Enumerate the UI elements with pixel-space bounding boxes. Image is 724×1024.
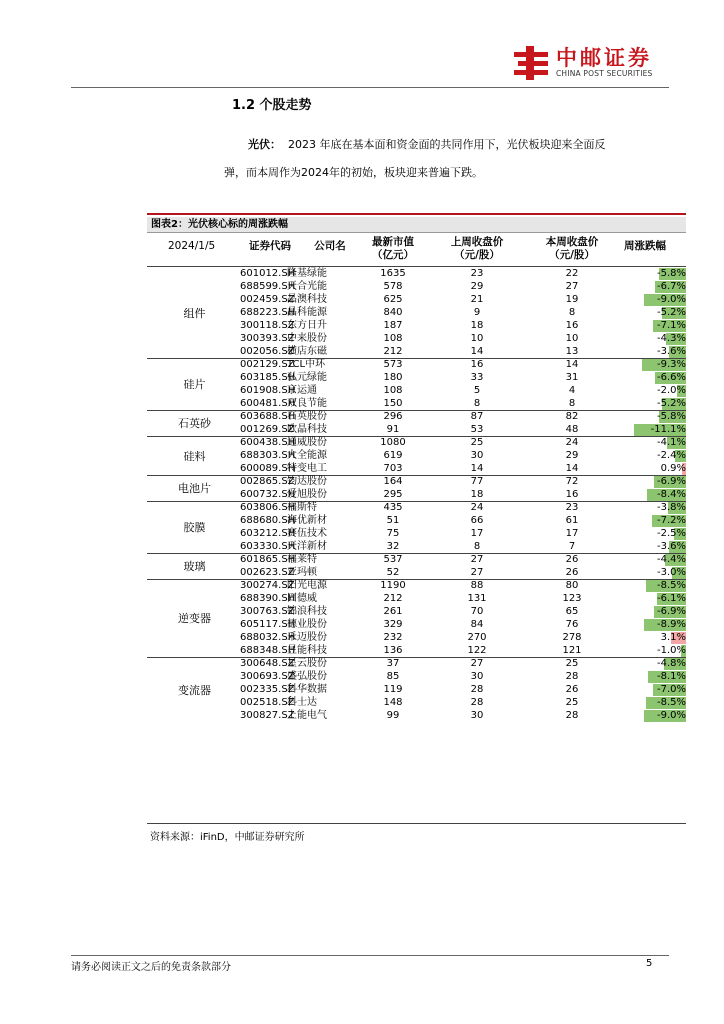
header-rule — [71, 87, 669, 88]
cell-last-close: 30 — [470, 671, 484, 682]
cell-code: 603688.SH — [240, 411, 296, 422]
cell-code: 601908.SH — [240, 385, 296, 396]
cell-this-close: 26 — [565, 684, 579, 695]
table-title-rule — [147, 232, 686, 233]
cell-market-cap: 187 — [383, 320, 403, 331]
cell-code: 688390.SH — [240, 593, 296, 604]
cell-market-cap: 108 — [383, 385, 403, 396]
cell-last-close: 27 — [470, 658, 484, 669]
cell-code: 601012.SH — [240, 268, 296, 279]
table-row — [147, 579, 686, 592]
table-row — [147, 501, 686, 514]
cell-market-cap: 703 — [383, 463, 403, 474]
cell-code: 688680.SH — [240, 515, 296, 526]
cell-last-close: 8 — [473, 541, 481, 552]
cell-company: 横店东磁 — [287, 346, 327, 357]
cell-company: 隆基绿能 — [287, 268, 327, 279]
cell-change: -8.9% — [656, 619, 686, 630]
cell-company: 德业股份 — [287, 619, 327, 630]
table-row — [147, 657, 686, 670]
cell-this-close: 7 — [568, 541, 576, 552]
cell-last-close: 21 — [470, 294, 484, 305]
cell-last-close: 53 — [470, 424, 484, 435]
cell-last-close: 10 — [470, 333, 484, 344]
cell-market-cap: 136 — [383, 645, 403, 656]
cell-this-close: 19 — [565, 294, 579, 305]
cell-last-close: 27 — [470, 554, 484, 565]
cell-market-cap: 85 — [386, 671, 400, 682]
cell-company: 大全能源 — [287, 450, 327, 461]
group-label: 变流器 — [178, 683, 211, 697]
cell-market-cap: 51 — [386, 515, 400, 526]
cell-last-close: 87 — [470, 411, 484, 422]
cell-code: 600089.SH — [240, 463, 296, 474]
cell-code: 603185.SH — [240, 372, 296, 383]
cell-change: -1.0% — [656, 645, 686, 656]
table-row — [147, 358, 686, 371]
header-name: 公司名 — [314, 240, 346, 252]
group-label: 电池片 — [178, 482, 211, 495]
header-cap — [365, 236, 421, 262]
cell-company: 海优新材 — [287, 515, 327, 526]
cell-this-close: 23 — [565, 502, 579, 513]
cell-code: 600732.SH — [240, 489, 296, 500]
cell-market-cap: 212 — [383, 346, 403, 357]
cell-this-close: 13 — [565, 346, 579, 357]
cell-code: 300118.SZ — [240, 320, 295, 331]
cell-this-close: 26 — [565, 554, 579, 565]
cell-code: 300763.SZ — [240, 606, 295, 617]
cell-last-close: 27 — [470, 567, 484, 578]
cell-last-close: 122 — [467, 645, 487, 656]
cell-company: 京运通 — [287, 385, 317, 396]
cell-market-cap: 148 — [383, 697, 403, 708]
cell-change: 3.1% — [660, 632, 686, 643]
cell-market-cap: 108 — [383, 333, 403, 344]
cell-change: -8.5% — [656, 580, 686, 591]
cell-this-close: 27 — [565, 281, 579, 292]
cell-change: -4.8% — [656, 658, 686, 669]
table-row — [147, 631, 686, 644]
cell-market-cap: 99 — [386, 710, 400, 721]
cell-company: 赛伍技术 — [287, 528, 327, 539]
cell-this-close: 16 — [565, 489, 579, 500]
brand-logo — [512, 42, 672, 84]
cell-this-close: 121 — [562, 645, 582, 656]
header-this-line2: （元/股） — [549, 249, 595, 261]
table-row — [147, 540, 686, 553]
cell-last-close: 16 — [470, 359, 484, 370]
group-label: 胶膜 — [183, 521, 206, 534]
cell-market-cap: 232 — [383, 632, 403, 643]
cell-code: 002623.SZ — [240, 567, 295, 578]
table-row — [147, 592, 686, 605]
cell-market-cap: 573 — [383, 359, 403, 370]
cell-company: 弘元绿能 — [287, 372, 327, 383]
brand-name-cn: 中邮证券 — [556, 46, 652, 70]
cell-company: 锦浪科技 — [287, 606, 327, 617]
cell-last-close: 18 — [470, 489, 484, 500]
cell-code: 601865.SH — [240, 554, 296, 565]
cell-change: -2.5% — [656, 528, 686, 539]
header-cap-line1: 最新市值 — [372, 236, 414, 248]
cell-last-close: 30 — [470, 450, 484, 461]
cell-this-close: 16 — [565, 320, 579, 331]
table-row — [147, 644, 686, 657]
cell-market-cap: 37 — [386, 658, 400, 669]
group-label: 玻璃 — [183, 560, 206, 573]
cell-this-close: 123 — [562, 593, 582, 604]
cell-this-close: 76 — [565, 619, 579, 630]
cell-code: 688599.SH — [240, 281, 296, 292]
cell-code: 603212.SH — [240, 528, 296, 539]
cell-market-cap: 52 — [386, 567, 400, 578]
cell-this-close: 29 — [565, 450, 579, 461]
cell-last-close: 84 — [470, 619, 484, 630]
cell-last-close: 9 — [473, 307, 481, 318]
cell-change: -3.8% — [656, 502, 686, 513]
cell-change: -9.0% — [656, 294, 686, 305]
cell-code: 002518.SZ — [240, 697, 295, 708]
cell-code: 300274.SZ — [240, 580, 295, 591]
cell-company: 福莱特 — [287, 554, 317, 565]
cell-market-cap: 619 — [383, 450, 403, 461]
cell-this-close: 61 — [565, 515, 579, 526]
cell-last-close: 8 — [473, 398, 481, 409]
cell-change: -7.1% — [656, 320, 686, 331]
cell-code: 001269.SZ — [240, 424, 295, 435]
cell-this-close: 82 — [565, 411, 579, 422]
footer-disclaimer: 请务必阅读正文之后的免责条款部分 — [71, 962, 231, 973]
header-change: 周涨跌幅 — [624, 240, 666, 252]
cell-market-cap: 180 — [383, 372, 403, 383]
cell-market-cap: 625 — [383, 294, 403, 305]
table-row — [147, 267, 686, 280]
cell-this-close: 22 — [565, 268, 579, 279]
cell-this-close: 278 — [562, 632, 582, 643]
cell-code: 688348.SH — [240, 645, 296, 656]
cell-change: -3.0% — [656, 567, 686, 578]
cell-market-cap: 296 — [383, 411, 403, 422]
cell-last-close: 25 — [470, 437, 484, 448]
cell-last-close: 29 — [470, 281, 484, 292]
intro-line-1 — [248, 136, 606, 152]
cell-this-close: 10 — [565, 333, 579, 344]
cell-code: 002056.SZ — [240, 346, 295, 357]
header-this-close — [540, 236, 604, 262]
cell-change: 0.9% — [660, 463, 686, 474]
cell-market-cap: 91 — [386, 424, 400, 435]
cell-last-close: 28 — [470, 697, 484, 708]
cell-company: 双良节能 — [287, 398, 327, 409]
footer-rule — [71, 955, 669, 956]
cell-change: -8.1% — [656, 671, 686, 682]
cell-market-cap: 1080 — [380, 437, 406, 448]
cell-last-close: 88 — [470, 580, 484, 591]
cell-company: 晶科能源 — [287, 307, 327, 318]
cell-change: -2.0% — [656, 385, 686, 396]
cell-change: -4.1% — [656, 437, 686, 448]
table-row — [147, 280, 686, 293]
cell-market-cap: 295 — [383, 489, 403, 500]
cell-last-close: 23 — [470, 268, 484, 279]
cell-this-close: 8 — [568, 307, 576, 318]
cell-code: 002459.SZ — [240, 294, 295, 305]
cell-change: -3.6% — [656, 346, 686, 357]
cell-this-close: 28 — [565, 710, 579, 721]
cell-code: 300393.SZ — [240, 333, 295, 344]
cell-last-close: 70 — [470, 606, 484, 617]
group-label: 石英砂 — [178, 417, 211, 430]
header-last-close — [445, 236, 509, 262]
intro-lead: 光伏： — [248, 138, 281, 151]
cell-company: 盛弘股份 — [287, 671, 327, 682]
header-cap-line2: （亿元） — [372, 249, 414, 261]
cell-this-close: 28 — [565, 671, 579, 682]
cell-market-cap: 840 — [383, 307, 403, 318]
cell-code: 605117.SH — [240, 619, 296, 630]
cell-market-cap: 119 — [383, 684, 403, 695]
cell-code: 300693.SZ — [240, 671, 295, 682]
cell-company: 禾迈股份 — [287, 632, 327, 643]
cell-this-close: 31 — [565, 372, 579, 383]
cell-change: -6.9% — [656, 606, 686, 617]
table-top-rule — [147, 213, 686, 215]
table-row — [147, 397, 686, 410]
cell-company: 天合光能 — [287, 281, 327, 292]
cell-company: 特变电工 — [287, 463, 327, 474]
cell-last-close: 24 — [470, 502, 484, 513]
cell-change: -9.0% — [656, 710, 686, 721]
cell-last-close: 5 — [473, 385, 481, 396]
group-label: 组件 — [183, 306, 206, 320]
cell-change: -11.1% — [650, 424, 686, 435]
cell-last-close: 66 — [470, 515, 484, 526]
cell-company: 爱旭股份 — [287, 489, 327, 500]
cell-change: -8.5% — [656, 697, 686, 708]
cell-last-close: 28 — [470, 684, 484, 695]
cell-last-close: 14 — [470, 463, 484, 474]
table-source: 资料来源：iFinD，中邮证券研究所 — [150, 832, 305, 843]
cell-market-cap: 32 — [386, 541, 400, 552]
cell-code: 002865.SZ — [240, 476, 295, 487]
cell-market-cap: 164 — [383, 476, 403, 487]
cell-code: 688223.SH — [240, 307, 296, 318]
cell-last-close: 33 — [470, 372, 484, 383]
cell-market-cap: 329 — [383, 619, 403, 630]
cell-change: -6.7% — [656, 281, 686, 292]
cell-market-cap: 1190 — [380, 580, 406, 591]
cell-change: -7.0% — [656, 684, 686, 695]
china-post-logo-icon — [512, 44, 552, 82]
header-last-line1: 上周收盘价 — [450, 236, 504, 248]
cell-change: -6.9% — [656, 476, 686, 487]
cell-code: 300648.SZ — [240, 658, 295, 669]
cell-this-close: 65 — [565, 606, 579, 617]
cell-market-cap: 75 — [386, 528, 400, 539]
cell-last-close: 270 — [467, 632, 487, 643]
cell-this-close: 14 — [565, 463, 579, 474]
cell-last-close: 18 — [470, 320, 484, 331]
cell-change: -2.4% — [656, 450, 686, 461]
table-row — [147, 462, 686, 475]
cell-company: 固德威 — [287, 593, 317, 604]
cell-change: -9.3% — [656, 359, 686, 370]
cell-change: -6.1% — [656, 593, 686, 604]
cell-company: 天洋新材 — [287, 541, 327, 552]
cell-market-cap: 212 — [383, 593, 403, 604]
cell-company: 上能电气 — [287, 710, 327, 721]
cell-code: 603330.SH — [240, 541, 296, 552]
cell-company: 科华数据 — [287, 684, 327, 695]
cell-change: -5.8% — [656, 268, 686, 279]
cell-market-cap: 150 — [383, 398, 403, 409]
group-label: 逆变器 — [178, 612, 211, 625]
cell-change: -7.2% — [656, 515, 686, 526]
cell-code: 600481.SH — [240, 398, 296, 409]
cell-change: -5.2% — [656, 307, 686, 318]
table-bottom-rule — [147, 823, 686, 824]
cell-code: 603806.SH — [240, 502, 296, 513]
cell-company: 晶澳科技 — [287, 294, 327, 305]
cell-this-close: 25 — [565, 658, 579, 669]
cell-change: -3.6% — [656, 541, 686, 552]
cell-company: 阳光电源 — [287, 580, 327, 591]
cell-company: 科士达 — [287, 697, 317, 708]
cell-last-close: 30 — [470, 710, 484, 721]
cell-this-close: 4 — [568, 385, 576, 396]
cell-last-close: 131 — [467, 593, 487, 604]
cell-company: 亚玛顿 — [287, 567, 317, 578]
table-row — [147, 345, 686, 358]
cell-market-cap: 261 — [383, 606, 403, 617]
intro-text-1: 2023 年底在基本面和资金面的共同作用下，光伏板块迎来全面反 — [288, 138, 606, 151]
cell-this-close: 26 — [565, 567, 579, 578]
cell-code: 002129.SZ — [240, 359, 295, 370]
cell-this-close: 48 — [565, 424, 579, 435]
cell-market-cap: 1635 — [380, 268, 406, 279]
brand-name-en: CHINA POST SECURITIES — [556, 69, 653, 78]
cell-change: -5.8% — [656, 411, 686, 422]
cell-code: 002335.SZ — [240, 684, 295, 695]
cell-company: 星云股份 — [287, 658, 327, 669]
table-row — [147, 332, 686, 345]
cell-company: 中来股份 — [287, 333, 327, 344]
cell-code: 688303.SH — [240, 450, 296, 461]
intro-line-2: 弹，而本周作为2024年的初始，板块迎来普遍下跌。 — [224, 166, 483, 179]
cell-market-cap: 578 — [383, 281, 403, 292]
table-row — [147, 709, 686, 722]
cell-company: 东方日升 — [287, 320, 327, 331]
table-title: 图表2：光伏核心标的周涨跌幅 — [147, 217, 686, 232]
cell-company: 欧晶科技 — [287, 424, 327, 435]
cell-this-close: 25 — [565, 697, 579, 708]
cell-this-close: 80 — [565, 580, 579, 591]
cell-company: TCL中环 — [287, 359, 326, 370]
cell-this-close: 17 — [565, 528, 579, 539]
header-code: 证券代码 — [249, 240, 291, 252]
cell-this-close: 72 — [565, 476, 579, 487]
cell-change: -8.4% — [656, 489, 686, 500]
cell-last-close: 77 — [470, 476, 484, 487]
cell-last-close: 14 — [470, 346, 484, 357]
cell-code: 688032.SH — [240, 632, 296, 643]
cell-company: 石英股份 — [287, 411, 327, 422]
cell-code: 600438.SH — [240, 437, 296, 448]
cell-company: 通威股份 — [287, 437, 327, 448]
cell-this-close: 24 — [565, 437, 579, 448]
cell-company: 钧达股份 — [287, 476, 327, 487]
cell-market-cap: 435 — [383, 502, 403, 513]
table-row — [147, 696, 686, 709]
cell-change: -5.2% — [656, 398, 686, 409]
cell-change: -4.4% — [656, 554, 686, 565]
cell-code: 300827.SZ — [240, 710, 295, 721]
cell-market-cap: 537 — [383, 554, 403, 565]
group-label: 硅片 — [183, 378, 206, 391]
cell-company: 昱能科技 — [287, 645, 327, 656]
table-date: 2024/1/5 — [168, 240, 216, 252]
header-this-line1: 本周收盘价 — [545, 236, 599, 248]
cell-this-close: 14 — [565, 359, 579, 370]
cell-change: -4.3% — [656, 333, 686, 344]
cell-company: 福斯特 — [287, 502, 317, 513]
cell-this-close: 8 — [568, 398, 576, 409]
table-row — [147, 319, 686, 332]
section-title: 1.2 个股走势 — [232, 98, 312, 113]
cell-last-close: 17 — [470, 528, 484, 539]
page-number: 5 — [646, 958, 653, 969]
group-label: 硅料 — [183, 449, 206, 463]
header-last-line2: （元/股） — [454, 249, 500, 261]
cell-change: -6.6% — [656, 372, 686, 383]
